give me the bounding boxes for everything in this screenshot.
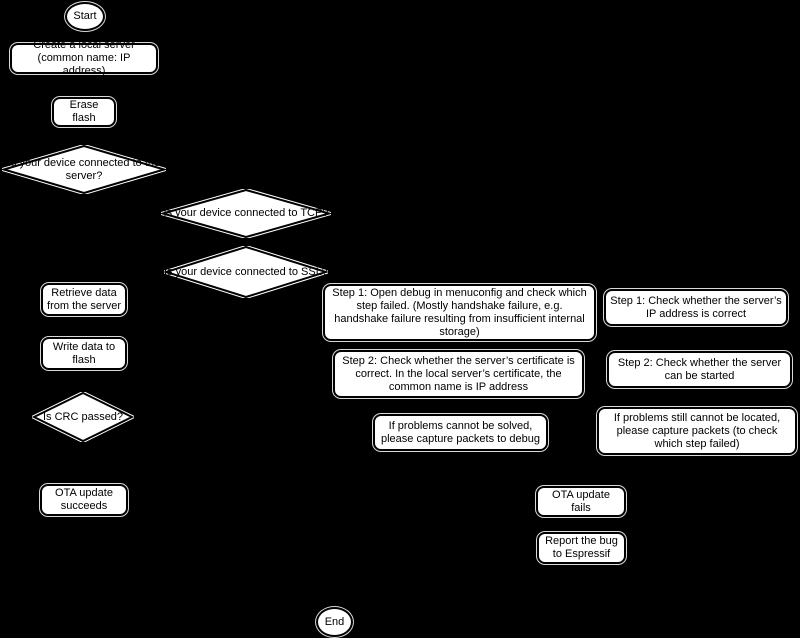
node-ssl-debug-step1-label: Step 1: Open debug in menuconfig and check which step failed. (Mostly handshake failure, e.g. handshake failure resulting from insufficient internal storage) <box>332 286 587 338</box>
decision-connected-to-ssl <box>164 246 328 298</box>
node-create-local-server <box>10 39 158 77</box>
node-end <box>316 607 353 637</box>
node-ssl-debug-step1 <box>323 284 596 341</box>
node-create-local-server-label: Create a local server (common name: IP address) <box>33 39 135 77</box>
decision-connected-to-ssl-label: Is your device connected to SSL? <box>164 265 328 278</box>
node-tcp-debug-step1-label: Step 1: Check whether the server’s IP address is correct <box>610 294 782 320</box>
node-ssl-debug-step2-label: Step 2: Check whether the server’s certificate is correct. In the local server’s certificate, the common name is IP address <box>342 354 575 393</box>
node-ota-update-fails-label: OTA update fails <box>552 488 610 514</box>
node-ota-update-succeeds-label: OTA update succeeds <box>55 487 113 512</box>
decision-crc-passed <box>32 392 134 442</box>
node-write-data-label: Write data to flash <box>52 340 116 366</box>
node-ota-update-succeeds <box>40 484 128 516</box>
node-tcp-debug-step2 <box>607 351 792 388</box>
node-write-data <box>41 337 127 370</box>
node-ssl-capture-packets-label: If problems cannot be solved, please capture packets to debug <box>380 419 540 445</box>
node-erase-flash <box>52 97 116 127</box>
decision-connected-to-server <box>2 145 166 194</box>
node-ssl-debug-step2 <box>333 350 584 398</box>
decision-crc-passed-label: Is CRC passed? <box>42 410 124 423</box>
decision-connected-to-tcp-label: Is your device connected to TCP? <box>163 207 329 219</box>
node-report-bug-label: Report the bug to Espressif <box>545 535 618 560</box>
node-tcp-debug-step1 <box>604 289 788 326</box>
node-tcp-capture-packets-label: If problems still cannot be located, please capture packets (to check which step failed) <box>613 411 781 450</box>
node-start-label: Start <box>73 10 97 22</box>
node-retrieve-data-label: Retrieve data from the server <box>47 286 121 312</box>
node-tcp-debug-step2-label: Step 2: Check whether the server can be started <box>617 356 782 382</box>
node-retrieve-data <box>41 283 127 316</box>
node-erase-flash-label: Erase flash <box>69 99 99 124</box>
decision-connected-to-server-label: Is your device connected to the server? <box>7 156 161 182</box>
node-report-bug <box>537 532 626 564</box>
node-ssl-capture-packets <box>373 414 548 451</box>
node-ota-update-fails <box>536 486 626 517</box>
decision-connected-to-tcp <box>161 189 331 238</box>
node-tcp-capture-packets <box>597 407 797 455</box>
node-end-label: End <box>324 615 345 628</box>
node-start <box>65 2 105 31</box>
